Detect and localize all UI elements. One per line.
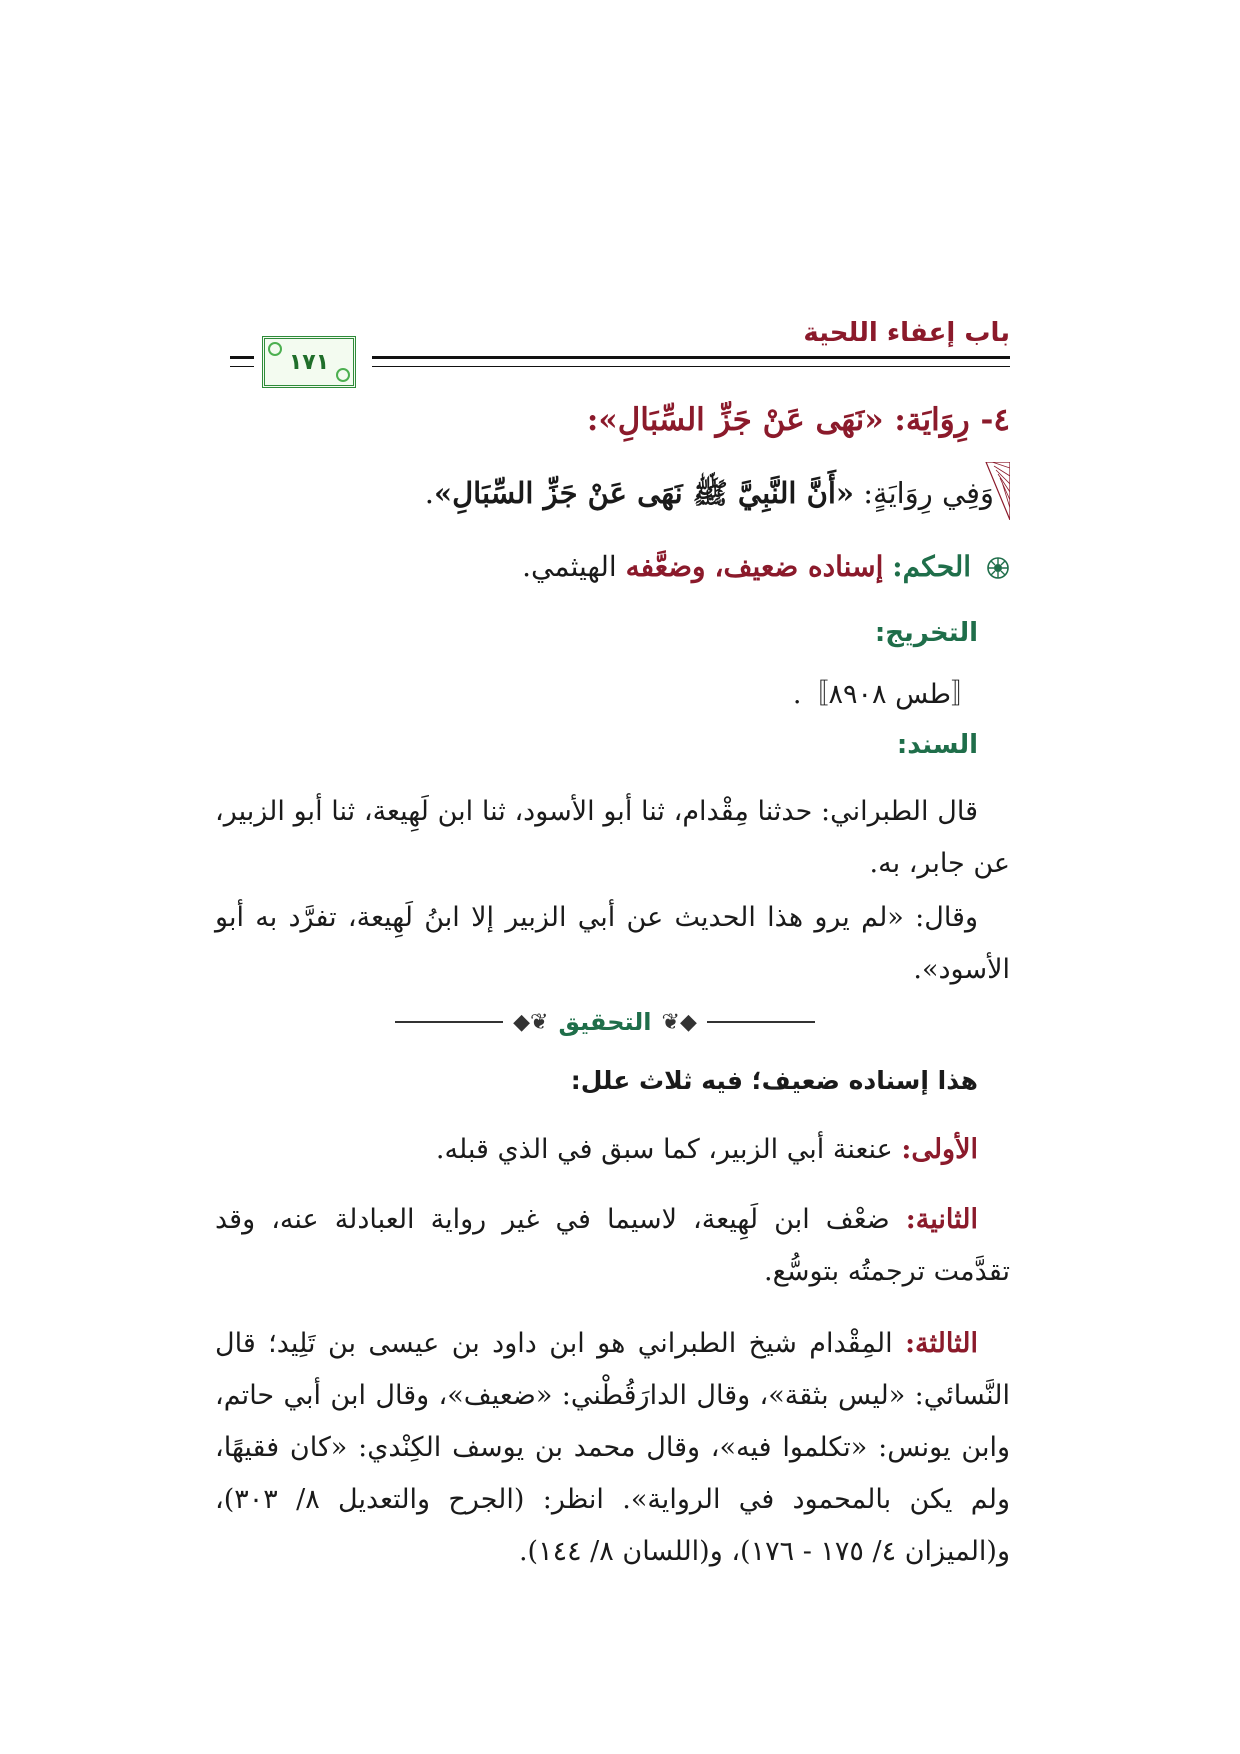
divider-bar-right [707, 1021, 815, 1023]
third-defect-text: المِقْدام شيخ الطبراني هو ابن داود بن عيسى بن تَلِيد؛ قال النَّسائي: «ليس بثقة»، وقال الدارَقُطْني: «ضعيف»، وقال ابن أبي حاتم، وابن يونس: «تكلموا فيه»، وقال محمد بن يوسف الكِنْدي: «كان فقيهًا، ولم يكن بالمحمود في الرواية». انظر: (الجرح والتعديل ٨/ ٣٠٣)، و(الميزان ٤/ ١٧٥ - ١٧٦)، و(اللسان ٨/ ١٤٤). [215, 1328, 1010, 1567]
sanad-paragraph-1: قال الطبراني: حدثنا مِقْدام، ثنا أبو الأسود، ثنا ابن لَهِيعة، ثنا أبو الزبير، عن جابر، به. [215, 796, 1010, 879]
second-defect-label: الثانية: [905, 1204, 978, 1235]
page-number: ١٧١ [288, 349, 330, 375]
heading-number: ٤- [980, 402, 1010, 438]
narration-hadith: «أَنَّ النَّبِيَّ ﷺ نَهَى عَنْ جَزِّ السِّبَالِ» [433, 476, 855, 510]
first-defect-text: عنعنة أبي الزبير، كما سبق في الذي قبله. [435, 1134, 902, 1165]
third-defect-label: الثالثة: [905, 1328, 978, 1359]
first-defect-label: الأولى: [901, 1134, 978, 1165]
takhrij-text: 〚طس ٨٩٠٨〛. [792, 679, 978, 710]
narration-end: . [424, 476, 434, 510]
narration-intro: وَفِي رِوَايَةٍ: [854, 476, 994, 510]
chapter-title: باب إعفاء اللحية [803, 318, 1010, 348]
header-rule-left-thin [230, 366, 254, 367]
heading-text: رِوَايَة: «نَهَى عَنْ جَزِّ السِّبَالِ»: [586, 402, 970, 438]
ruling-line [210, 550, 1010, 583]
third-defect [215, 1318, 1010, 1578]
second-defect [215, 1194, 1010, 1298]
sanad-label: السند: [896, 730, 978, 760]
ruling-label: الحكم: [892, 550, 972, 583]
tahqiq-divider [395, 1004, 815, 1040]
tahqiq-label: التحقيق [558, 1008, 652, 1036]
narration-line [194, 476, 994, 518]
ruling-part3: الهيثمي. [522, 550, 617, 583]
ruling-part2: وضعَّفه [625, 550, 706, 583]
sanad-paragraph-2: وقال: «لم يرو هذا الحديث عن أبي الزبير إلا ابنُ لَهِيعة، تفرَّد به أبو الأسود». [215, 902, 1010, 985]
ruling-part1: إسناده ضعيف، [714, 550, 884, 583]
page-number-badge [262, 336, 356, 388]
divider-ornament-right-icon: ❦◆ [661, 1009, 697, 1035]
header-rule-right [372, 356, 1010, 359]
tahqiq-intro: هذا إسناده ضعيف؛ فيه ثلاث علل: [570, 1066, 978, 1095]
second-defect-text: ضعْف ابن لَهِيعة، لاسيما في غير رواية العبادلة عنه، وقد تقدَّمت ترجمتُه بتوسُّع. [215, 1204, 1010, 1287]
divider-bar-left [395, 1021, 503, 1023]
takhrij-label: التخريج: [874, 618, 978, 648]
header-rule-left [230, 356, 254, 359]
flower-icon [986, 556, 1010, 580]
first-defect [218, 1134, 978, 1165]
divider-ornament-left-icon: ◆❦ [513, 1009, 549, 1035]
section-heading [210, 402, 1010, 438]
header-rule-right-thin [372, 366, 1010, 367]
